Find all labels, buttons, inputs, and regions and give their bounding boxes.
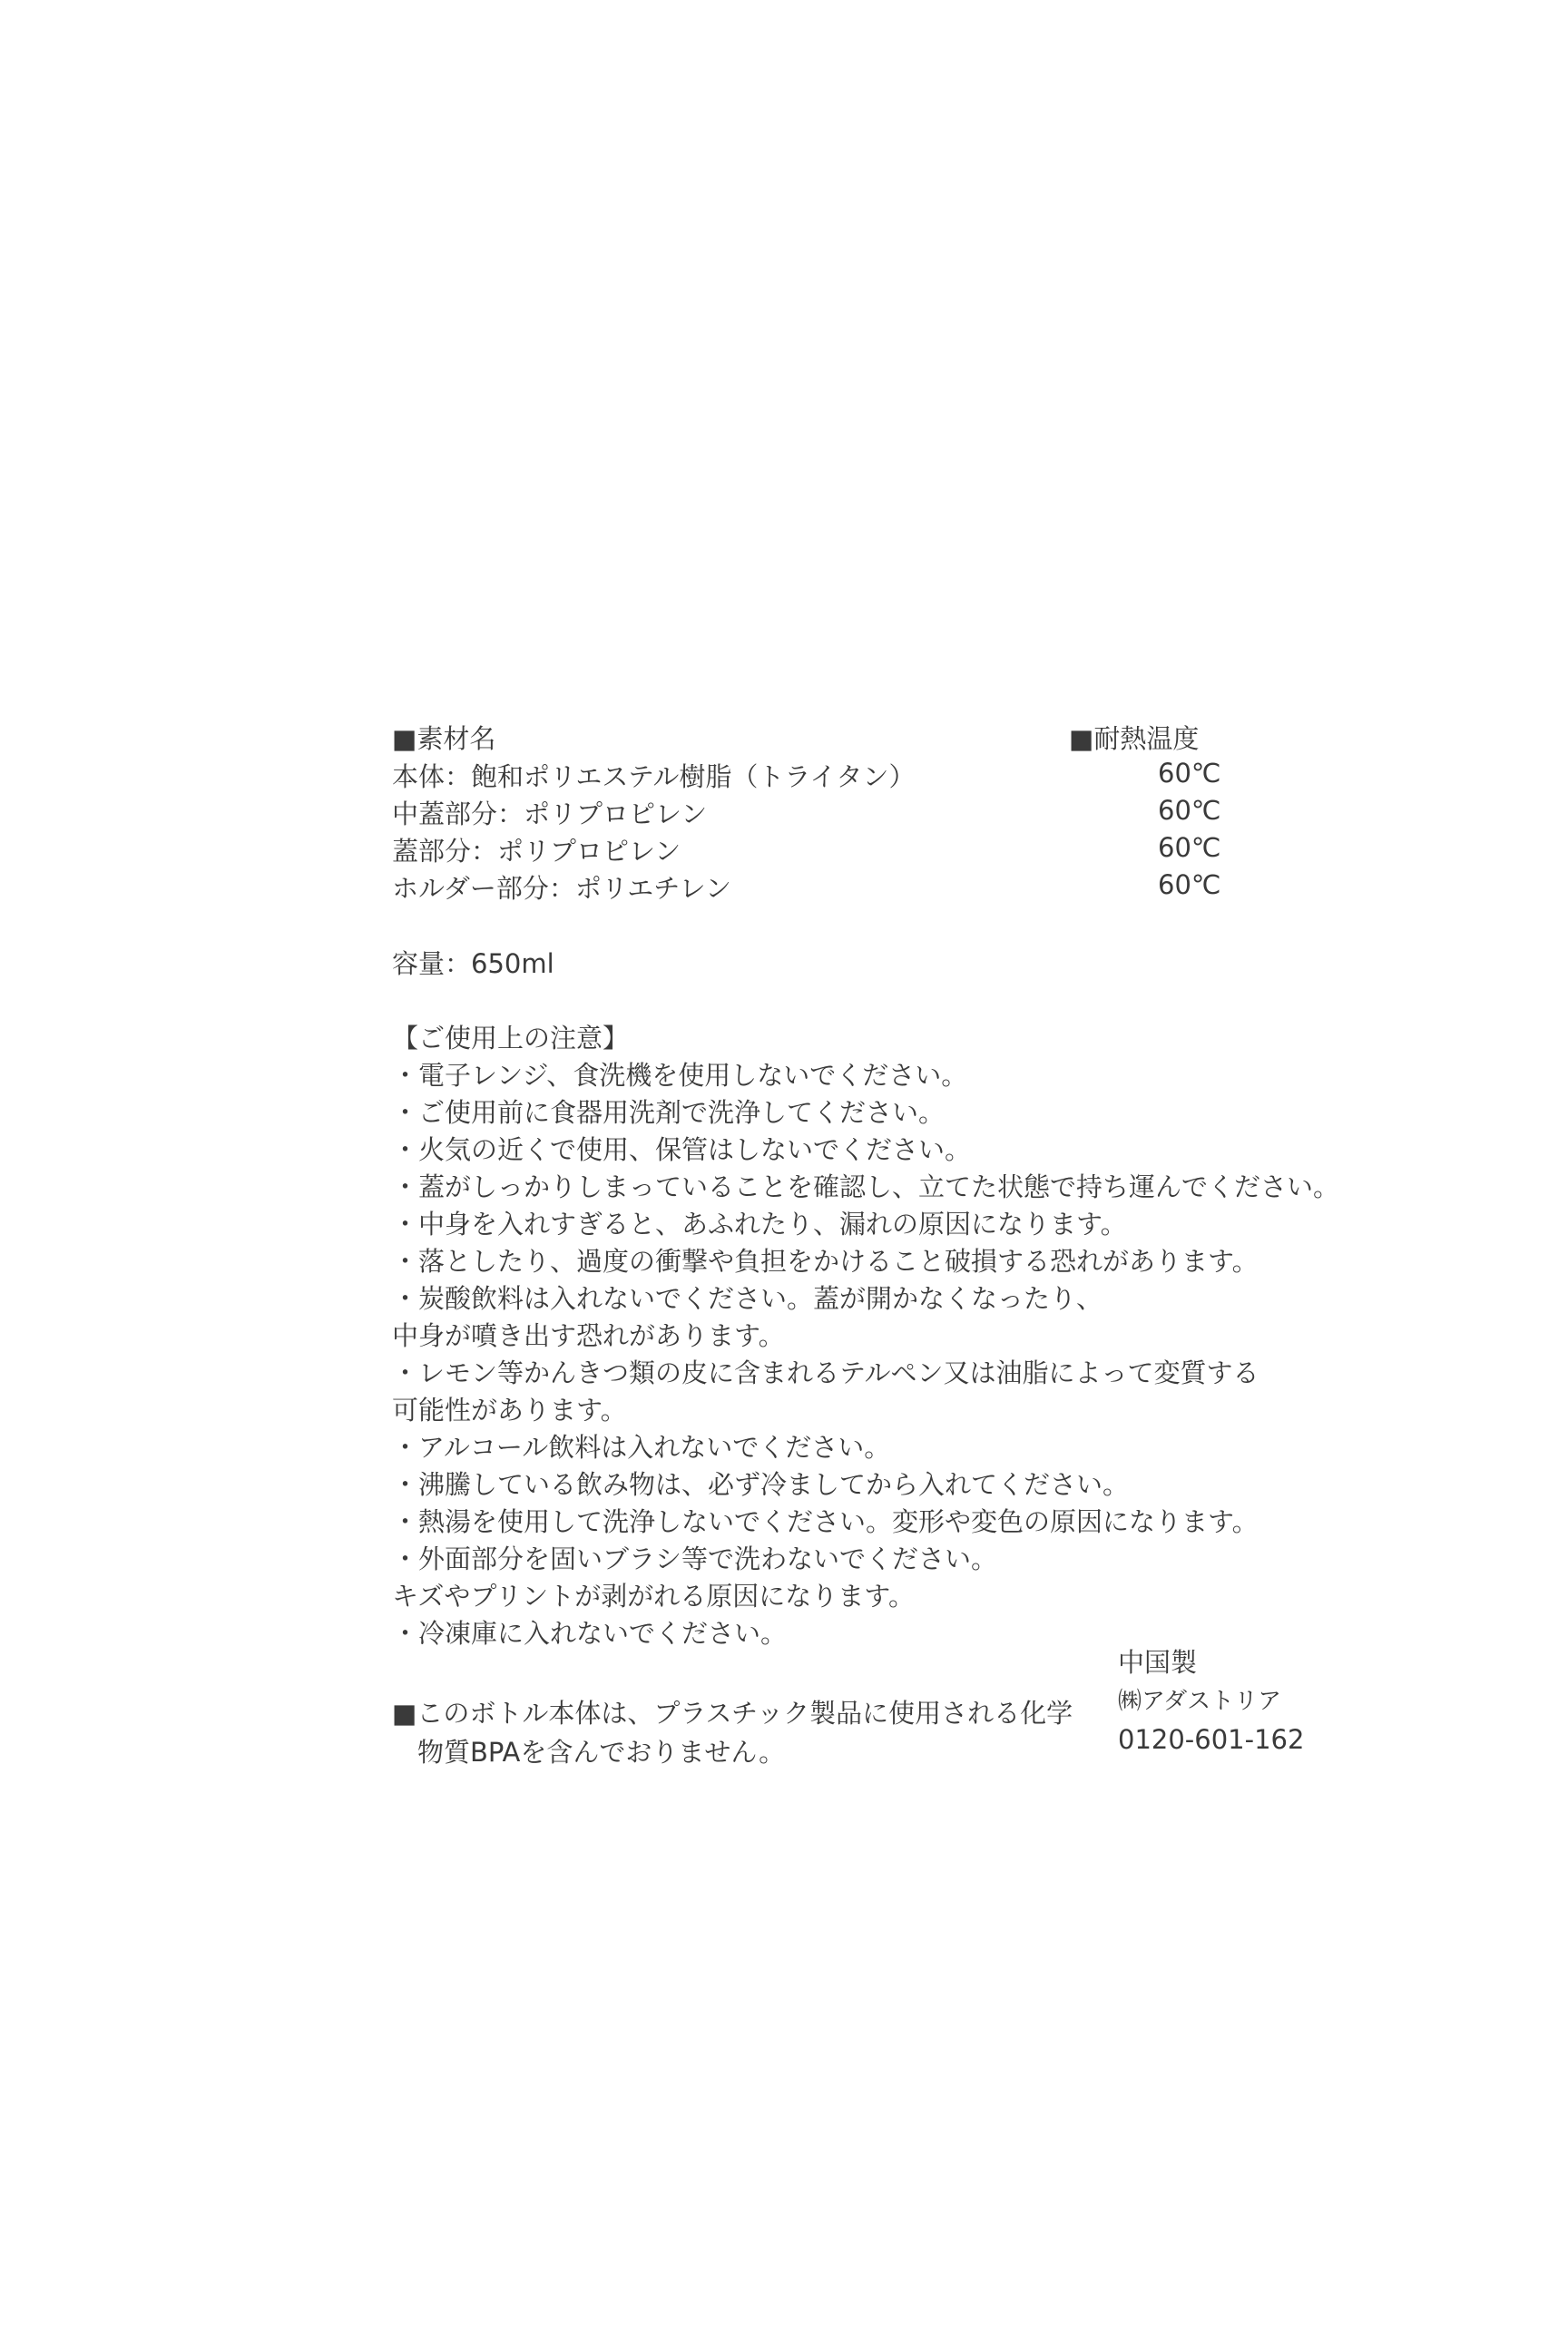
material-item-lid: 蓋部分：ポリプロピレン: [392, 836, 681, 867]
cautions-heading: 【ご使用上の注意】: [392, 1023, 630, 1054]
heat-resistance-value: 60℃: [1158, 869, 1221, 900]
caution-line: ・落としたり、過度の衝撃や負担をかけること破損する恐れがあります。: [392, 1246, 1259, 1277]
heat-resistance-value: 60℃: [1158, 795, 1221, 826]
caution-line: ・冷凍庫に入れないでください。: [392, 1618, 788, 1649]
bpa-notice-line1: ■このボトル本体は、プラスチック製品に使用される化学: [392, 1698, 1073, 1729]
heat-resistance-value: 60℃: [1158, 758, 1221, 789]
caution-line: ・蓋がしっかりしまっていることを確認し、立てた状態で持ち運んでください。: [392, 1171, 1340, 1202]
company-name: ㈱アダストリア: [1118, 1688, 1282, 1715]
material-item-inner-lid: 中蓋部分：ポリプロピレン: [392, 799, 708, 829]
caution-line: ・ご使用前に食器用洗剤で洗浄してください。: [392, 1097, 946, 1128]
caution-line: ・レモン等かんきつ類の皮に含まれるテルペン又は油脂によって変質する: [392, 1357, 1259, 1388]
caution-line: ・沸騰している飲み物は、必ず冷ましてから入れてください。: [392, 1469, 1130, 1500]
heat-resistance-value: 60℃: [1158, 832, 1221, 863]
materials-heading: ■素材名: [392, 723, 496, 754]
caution-line: ・外面部分を固いブラシ等で洗わないでください。: [392, 1544, 998, 1574]
caution-line: ・アルコール飲料は入れないでください。: [392, 1432, 891, 1463]
heat-resistance-heading: ■耐熱温度: [1069, 723, 1200, 754]
caution-line: ・炭酸飲料は入れないでください。蓋が開かなくなったり、: [392, 1283, 1103, 1314]
caution-line: ・電子レンジ、食洗機を使用しないでください。: [392, 1060, 968, 1091]
caution-line: キズやプリントが剥がれる原因になります。: [392, 1581, 915, 1612]
material-item-holder: ホルダー部分：ポリエチレン: [392, 873, 731, 904]
origin-text: 中国製: [1118, 1647, 1198, 1678]
caution-line: ・中身を入れすぎると、あふれたり、漏れの原因になります。: [392, 1209, 1127, 1240]
caution-line: 可能性があります。: [392, 1395, 627, 1426]
material-item-body: 本体：飽和ポリエステル樹脂（トライタン）: [392, 761, 916, 792]
phone-number: 0120-601-162: [1118, 1724, 1305, 1755]
caution-line: 中身が噴き出す恐れがあります。: [392, 1320, 785, 1351]
caution-line: ・火気の近くで使用、保管はしないでください。: [392, 1134, 972, 1165]
capacity-text: 容量：650ml: [392, 948, 554, 979]
caution-line: ・熱湯を使用して洗浄しないでください。変形や変色の原因になります。: [392, 1506, 1259, 1537]
bpa-notice-line2: 物質BPAを含んでおりません。: [417, 1737, 786, 1768]
